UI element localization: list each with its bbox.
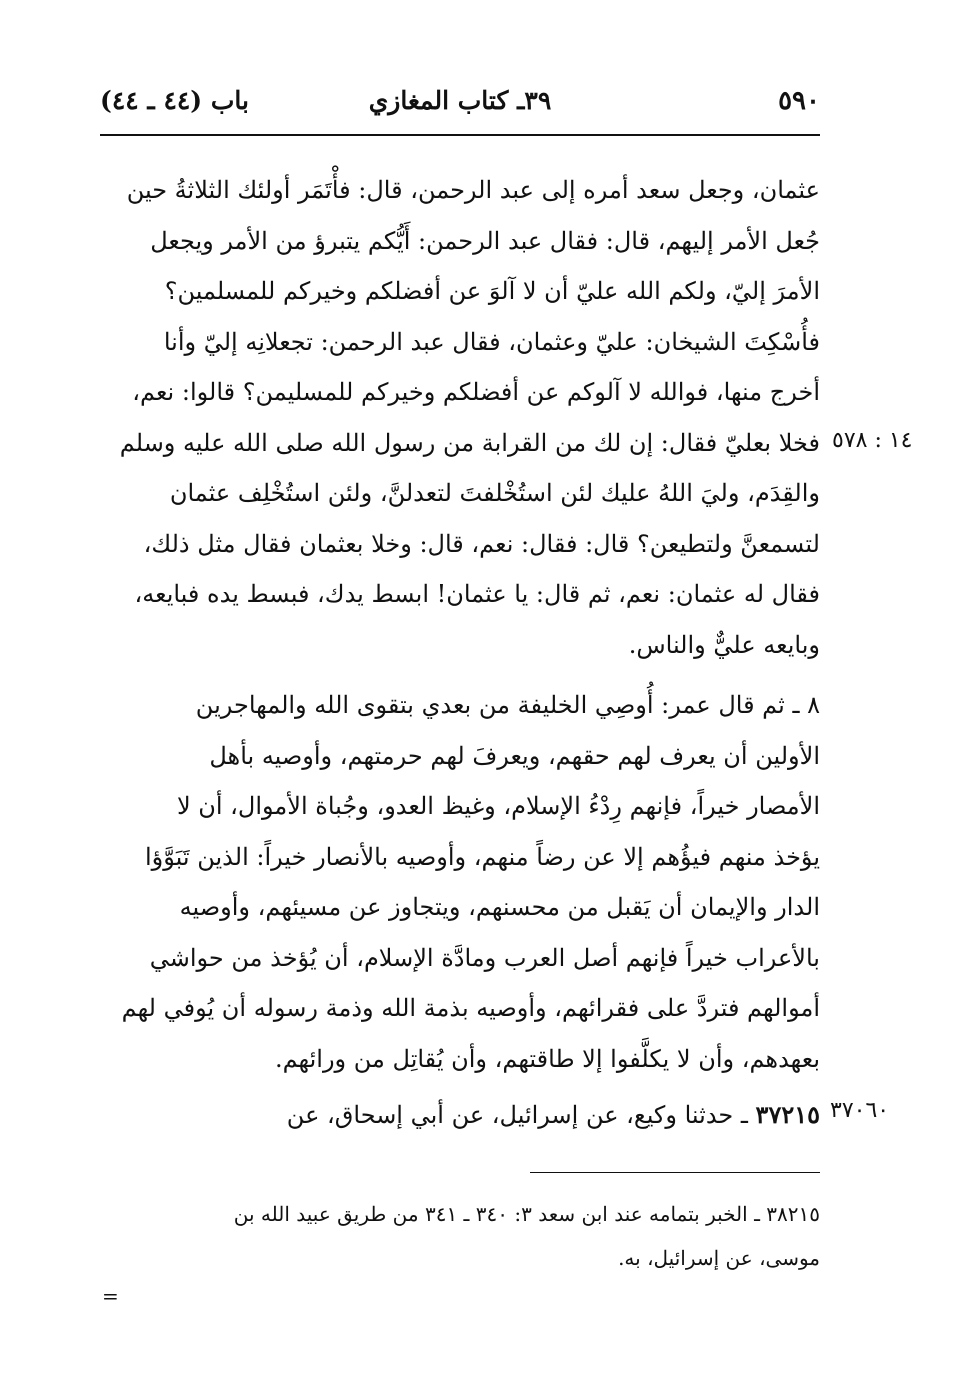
text-line: الأولين أن يعرف لهم حقهم، ويعرفَ لهم حرمتهم، وأوصيه بأهل — [209, 741, 820, 770]
hadith-text: ـ حدثنا وكيع، عن إسرائيل، عن أبي إسحاق، عن — [286, 1101, 748, 1129]
paragraph-2 — [100, 680, 820, 1084]
text-line: يؤخذ منهم فيؤُهم إلا عن رضاً منهم، وأوصيه بالأنصار خيراً: الذين تَبَوَّؤا — [145, 842, 820, 871]
text-line: فأُسْكِتَ الشيخان: عليّ وعثمان، فقال عبد الرحمن: تجعلانِه إليّ وأنا — [163, 327, 820, 356]
text-line: بعهدهم، وأن لا يكلَّفوا إلا طاقتهم، وأن يُقاتِل من ورائهم. — [274, 1044, 820, 1073]
footnote-rule — [530, 1172, 820, 1173]
margin-reference: ١٤ : ٥٧٨ — [832, 428, 913, 453]
book-title: ٣٩ـ كتاب المغازي — [368, 86, 552, 115]
page-mark: = — [102, 1284, 119, 1308]
footnote-line: موسى، عن إسرائيل، به. — [618, 1246, 820, 1270]
chapter-range: باب (٤٤ ـ ٤٤) — [100, 86, 249, 115]
text-line: وبايعه عليٌّ والناس. — [628, 630, 820, 659]
text-line: عثمان، وجعل سعد أمره إلى عبد الرحمن، قال: فأْتَمَر أولئك الثلاثةُ حين — [126, 176, 820, 204]
footnote-line: ٣٨٢١٥ ـ الخبر بتمامه عند ابن سعد ٣: ٣٤٠ ـ ٣٤١ من طريق عبيد الله بن — [233, 1202, 820, 1226]
text-line: لتسمعنَّ ولتطيعن؟ قال: فقال: نعم، قال: وخلا بعثمان فقال مثل ذلك، — [143, 529, 820, 558]
text-line: والقِدَم، وليَ اللهُ عليك لئن استُخْلفتَ لتعدلنَّ، ولئن استُخْلِف عثمان — [169, 479, 820, 507]
text-line: الأمصار خيراً، فإنهم رِدْءُ الإسلام، وغيظ العدو، وجُباة الأموال، أن لا — [176, 792, 820, 820]
text-line: جُعل الأمر إليهم، قال: فقال عبد الرحمن: أَيُّكم يتبرؤ من الأمر ويجعل — [150, 226, 820, 255]
text-line: فقال له عثمان: نعم، ثم قال: يا عثمان! ابسط يدك، فبسط يده فبايعه، — [134, 580, 820, 608]
text-line: ٨ ـ ثم قال عمر: أُوصِي الخليفة من بعدي بتقوى الله والمهاجرين — [195, 691, 820, 719]
text-line: الأمرَ إليّ، ولكم الله عليّ أن لا آلوَ عن أفضلكم وخيركم للمسلمين؟ — [164, 277, 820, 305]
text-line: أموالهم فتردَّ على فقرائهم، وأوصيه بذمة الله وذمة رسوله أن يُوفي لهم — [121, 994, 820, 1022]
header-rule — [100, 134, 820, 136]
paragraph-3 — [100, 1090, 820, 1141]
text-line: بالأعراب خيراً فإنهم أصل العرب ومادَّة الإسلام، أن يُؤخذ من حواشي — [149, 943, 820, 972]
text-line: فخلا بعليّ فقال: إن لك من القرابة من رسول الله صلى الله عليه وسلم — [119, 428, 820, 457]
text-line: أخرج منها، فوالله لا آلوكم عن أفضلكم وخيركم للمسليمن؟ قالوا: نعم، — [132, 378, 820, 406]
footnote — [100, 1192, 820, 1280]
margin-reference: ٣٧٠٦٠ — [830, 1098, 890, 1123]
paragraph-1 — [100, 165, 820, 670]
text-line: الدار والإيمان أن يَقبل من محسنهم، ويتجاوز عن مسيئهم، وأوصيه — [179, 893, 820, 921]
hadith-number: ٣٧٢١٥ — [755, 1100, 820, 1129]
text-line — [100, 1090, 820, 1141]
running-header — [100, 86, 820, 126]
page-number: ٥٩٠ — [778, 86, 820, 116]
